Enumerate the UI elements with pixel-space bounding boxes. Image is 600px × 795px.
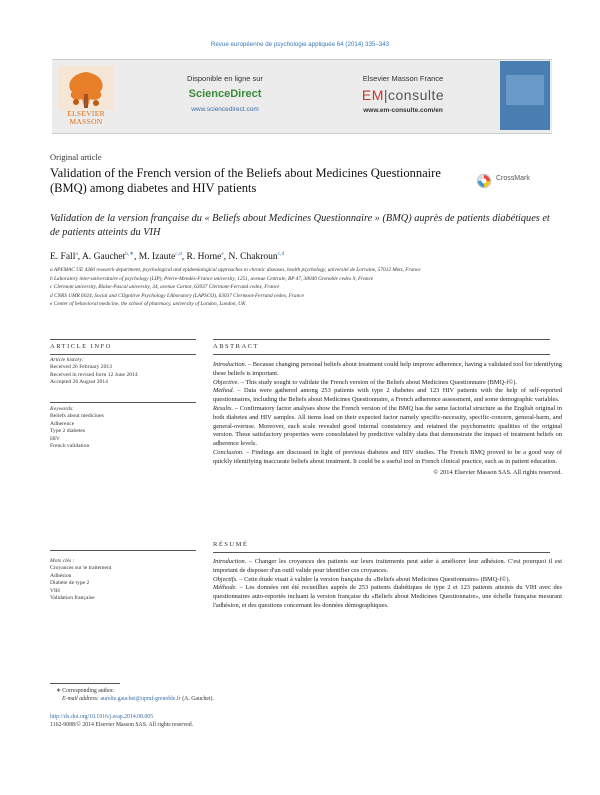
divider	[50, 550, 196, 551]
article-identifiers	[50, 713, 530, 729]
elsevier-masson-wordmark: ELSEVIER MASSON	[67, 109, 105, 126]
email-link[interactable]: aurelie.gauchet@upmf-grenoble.fr	[100, 696, 181, 702]
resume-paragraph: Objectifs. – Cette étude visait à valider la version française du «Beliefs about Medicines Questionnaire» (BMQ-f©).	[213, 575, 511, 583]
abstract-copyright: © 2014 Elsevier Masson SAS. All rights reserved.	[433, 468, 562, 476]
elsevier-tree-icon	[58, 66, 114, 110]
mot-cle: Adhésion	[50, 572, 72, 579]
article-title-french: Validation de la version française du « Beliefs about Medicines Questionnaire » (BMQ) auprès de patients diabétiques et de patients atteints du VIH	[50, 213, 550, 238]
em-consulte-logo: EM|consulte	[361, 87, 445, 103]
divider	[50, 339, 196, 340]
journal-reference[interactable]: Revue européenne de psychologie appliquée 64 (2014) 335–343	[210, 41, 390, 48]
corresponding-label: ∗ Corresponding author.	[56, 688, 115, 694]
divider	[213, 552, 550, 553]
resume-paragraph: Méthode. – Les données ont été recueillies auprès de 253 patients diabétiques de type 2 et 123 patients atteints du VIH avec des questionnaires auto-reportés incluant la version française du «Beliefs about Medicines Questionnaire», une échelle française mesurant l'adhésion, et des questions concernant les données démographiques.	[213, 584, 562, 609]
sciencedirect-link[interactable]: www.sciencedirect.com	[191, 106, 259, 113]
article-info-heading: ARTICLE INFO	[50, 343, 112, 350]
journal-cover-thumbnail[interactable]	[500, 61, 550, 130]
footnote-rule	[50, 683, 120, 684]
history-entry: Received in revised form 12 June 2014	[50, 371, 138, 378]
keyword: French validation	[50, 443, 90, 450]
elsevier-masson-logo	[58, 66, 114, 128]
abstract-body	[213, 361, 562, 477]
author[interactable]: N. Chakroun$^{c,d}$	[228, 251, 285, 263]
em-consulte-link[interactable]: www.em-consulte.com/en	[363, 107, 443, 114]
issn-copyright: 1162-9088/© 2014 Elsevier Masson SAS. All rights reserved.	[50, 722, 194, 728]
mot-cle: VIH	[50, 587, 60, 594]
mot-cle: Croyances sur le traitement	[50, 565, 112, 572]
doi-link[interactable]: http://dx.doi.org/10.1016/j.erap.2014.08.005	[50, 714, 154, 720]
history-entry: Received 26 February 2013	[50, 364, 112, 371]
corresponding-author-note	[56, 687, 536, 703]
keyword: Type 2 diabetes	[50, 428, 86, 435]
affiliations	[50, 266, 550, 309]
abstract-heading: ABSTRACT	[213, 343, 259, 350]
history-entry: Accepted 26 August 2014	[50, 379, 108, 386]
author[interactable]: R. Horne$^e$	[186, 251, 224, 263]
author-list: E. Fall$^a$, A. Gauchet$^{b,∗}$, M. Izaute$^{c,d}$, R. Horne$^e$, N. Chakroun$^{c,d}$	[50, 251, 285, 263]
keywords-label: Keywords:	[50, 406, 75, 412]
sciencedirect-name: ScienceDirect	[188, 88, 262, 100]
divider	[50, 402, 196, 403]
abstract-paragraph: Method. – Data were gathered among 253 patients with type 2 diabetes and 123 HIV patients with the help of self-reported questionnaires, including the Beliefs about Medicines Questionnaire, a French adherence assessment, and some demographic variables.	[213, 387, 562, 404]
email-line: E-mail address: aurelie.gauchet@upmf-grenoble.fr (A. Gauchet).	[62, 696, 214, 702]
history-label: Article history:	[50, 357, 85, 363]
sd-available-label: Disponible en ligne sur	[187, 74, 263, 83]
article-history	[50, 357, 196, 387]
crossmark-badge[interactable]	[476, 173, 546, 187]
motscles-label: Mots clés :	[50, 558, 75, 564]
keyword: Beliefs about medicines	[50, 413, 104, 420]
divider	[213, 354, 550, 355]
keyword: HIV	[50, 435, 60, 442]
cover-image	[506, 75, 544, 105]
author[interactable]: E. Fall$^a$	[50, 251, 78, 263]
abstract-paragraph: Introduction. – Because changing personal beliefs about treatment could help improve adherence, having a validated tool for identifying these beliefs is important.	[213, 361, 562, 377]
affiliation: d CNRS UMR 6024, Social and COgnitive Psychology LAboratory (LAPSCO), 63037 Clermont-Ferrand cedex, France	[50, 292, 304, 299]
resume-paragraph: Introduction. – Changer les croyances des patients sur leurs traitements peut aider à améliorer leur adhésion. C'est pourquoi il est important de disposer d'un outil valide pour identifier ces croyances.	[213, 558, 562, 574]
author[interactable]: M. Izaute$^{c,d}$	[138, 251, 182, 263]
abstract-paragraph: Results. – Confirmatory factor analyses show the French version of the BMQ has the same factorial structure as the English original in both diabetes and HIV samples. All items load on their expected factor namely specific-necessity, specific-concern, general-harm, and general-overuse. Moreover, each scale revealed good internal consistency and retained the psychometric qualities of the original version. These satisfactory properties were consolidated by predictive validity data that demonstrate the impact of treatment beliefs on adherence levels.	[213, 404, 562, 448]
em-consulte-block	[333, 74, 473, 114]
abstract-paragraph: Objective. – This study sought to validate the French version of the Beliefs about Medicines Questionnaire (BMQ-f©).	[213, 378, 517, 386]
sciencedirect-block	[150, 74, 300, 113]
divider	[213, 339, 550, 340]
article-title-english: Validation of the French version of the Beliefs about Medicines Questionnaire (BMQ) among diabetes and HIV patients	[50, 166, 441, 195]
resume-body	[213, 558, 562, 611]
keywords	[50, 406, 196, 450]
keyword: Adherence	[50, 420, 75, 427]
affiliation: c Clermont university, Blaise-Pascal university, 34, avenue Carnot, 63037 Clermont-Ferrand cedex, France	[50, 284, 280, 290]
crossmark-label: CrossMark	[496, 175, 530, 182]
divider	[50, 354, 196, 355]
author[interactable]: A. Gauchet$^{b,∗}$	[82, 251, 135, 263]
journal-header-banner	[52, 59, 552, 134]
affiliation: b Laboratory inter-universitaire of psychology (LIP), Pierre-Mendès-France university, 1251, avenue Centrale, BP 47, 38040 Grenoble cedex 9, France	[50, 275, 374, 282]
article-type: Original article	[50, 152, 102, 162]
resume-heading: RÉSUMÉ	[213, 541, 249, 548]
crossmark-icon	[476, 173, 492, 189]
em-publisher-label: Elsevier Masson France	[362, 74, 444, 83]
mot-cle: Validation française	[50, 595, 95, 602]
affiliation: a APEMAC UE 4360 research department, psychological and epidemiological approaches to chronic diseases, health psychology, université de Lorraine, 57012 Metz, France	[50, 267, 421, 273]
affiliation: e Center of behavioral medicine, the school of pharmacy, university of London, London, UK	[50, 301, 246, 307]
abstract-paragraph: Conclusion. – Findings are discussed in light of previous diabetes and HIV studies. The French BMQ proved to be a good way of quickly identifying inaccurate beliefs about treatment. It could be a useful tool in French clinical practice, such as in patient education.	[213, 448, 562, 465]
mots-cles	[50, 558, 196, 602]
mot-cle: Diabète de type 2	[50, 580, 90, 587]
